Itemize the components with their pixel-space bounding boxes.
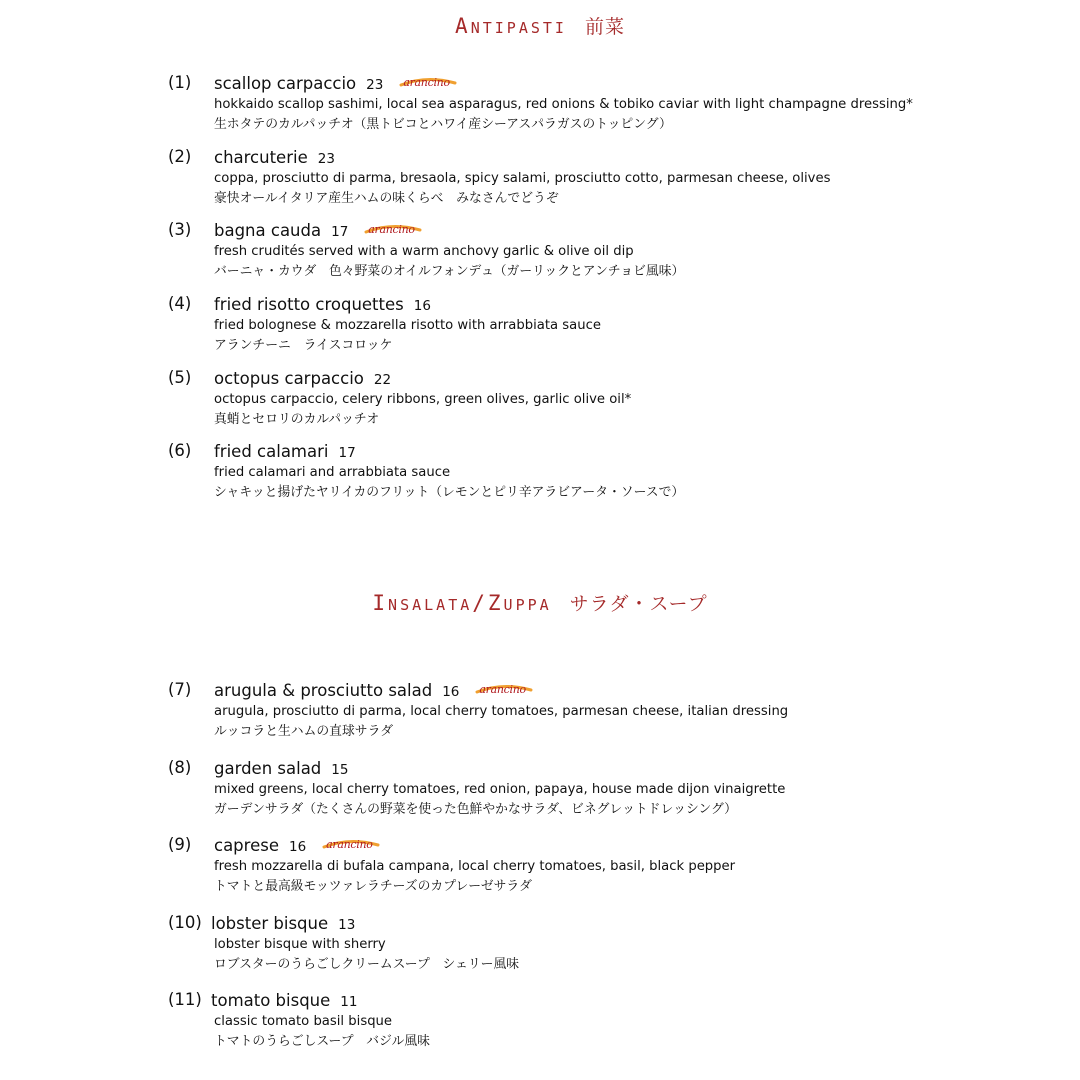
item-price: 23: [366, 77, 384, 93]
logo-text: arancino: [479, 682, 526, 696]
item-price: 15: [331, 762, 349, 778]
item-description: lobster bisque with sherry: [214, 937, 386, 952]
section-title-japanese: 前菜: [584, 16, 625, 38]
item-number: (2): [168, 147, 192, 166]
item-header: [214, 835, 1048, 857]
logo-text: arancino: [326, 837, 373, 851]
item-name: tomato bisque: [211, 991, 331, 1010]
arancino-logo-icon: [475, 679, 533, 697]
item-header: [214, 758, 1048, 780]
section-title-insalata-zuppa: [0, 589, 1080, 616]
item-name: octopus carpaccio: [214, 369, 364, 388]
menu-item: [168, 680, 1048, 742]
item-description-japanese: 豪快オールイタリア産生ハムの味くらべ みなさんでどうぞ: [214, 191, 559, 206]
item-description: coppa, prosciutto di parma, bresaola, spicy salami, prosciutto cotto, parmesan cheese, olives: [214, 171, 831, 186]
arancino-logo-icon: [364, 219, 422, 237]
item-price: 13: [338, 917, 356, 933]
item-price: 16: [288, 839, 307, 855]
item-description-japanese: バーニャ・カウダ 色々野菜のオイルフォンデュ（ガーリックとアンチョビ風味）: [214, 264, 685, 279]
section-title-latin: Insalata/Zuppa: [372, 591, 552, 615]
item-description: mixed greens, local cherry tomatoes, red onion, papaya, house made dijon vinaigrette: [214, 782, 786, 797]
item-number: (1): [168, 73, 192, 92]
menu-item: [168, 147, 1048, 209]
arancino-logo-icon: [399, 72, 457, 90]
item-number: (7): [168, 680, 192, 699]
item-description: fresh mozzarella di bufala campana, local cherry tomatoes, basil, black pepper: [214, 859, 736, 874]
item-number: (10): [168, 913, 202, 932]
item-description-japanese: ロブスターのうらごしクリームスープ シェリー風味: [214, 957, 520, 972]
item-header: [214, 368, 1048, 390]
item-price: 22: [373, 372, 392, 388]
menu-item: [168, 368, 1048, 430]
item-description-japanese: 生ホタテのカルパッチオ（黒トビコとハワイ産シーアスパラガスのトッピング）: [214, 117, 672, 132]
section-title-antipasti: [0, 12, 1080, 39]
menu-item: [168, 73, 1048, 135]
item-name: bagna cauda: [214, 221, 322, 240]
item-description-japanese: トマトと最高級モッツァレラチーズのカプレーゼサラダ: [214, 879, 532, 894]
item-number: (8): [168, 758, 192, 777]
item-price: 23: [317, 151, 335, 167]
item-description: arugula, prosciutto di parma, local cherry tomatoes, parmesan cheese, italian dressing: [214, 704, 789, 719]
item-description: fresh crudités served with a warm anchovy garlic & olive oil dip: [214, 244, 634, 259]
item-header: [211, 913, 1048, 935]
item-header: [214, 147, 1048, 169]
item-price: 16: [413, 298, 431, 314]
item-description: hokkaido scallop sashimi, local sea asparagus, red onions & tobiko caviar with light champagne dressing*: [214, 97, 913, 112]
item-price: 17: [331, 224, 349, 240]
item-name: lobster bisque: [211, 914, 329, 933]
logo-text: arancino: [403, 75, 450, 89]
item-header: [214, 294, 1048, 316]
arancino-logo-icon: [322, 834, 380, 852]
item-name: arugula & prosciutto salad: [214, 681, 433, 700]
item-header: [214, 441, 1048, 463]
menu-item: [168, 294, 1048, 356]
menu-item: [168, 990, 1048, 1052]
item-name: fried risotto croquettes: [214, 295, 404, 314]
item-number: (6): [168, 441, 192, 460]
item-header: [214, 680, 1048, 702]
item-description: fried bolognese & mozzarella risotto with arrabbiata sauce: [214, 318, 601, 333]
item-header: [214, 220, 1048, 242]
item-description: classic tomato basil bisque: [214, 1014, 393, 1029]
item-description-japanese: 真蛸とセロリのカルパッチオ: [214, 412, 380, 427]
item-price: 16: [442, 684, 460, 700]
item-description-japanese: トマトのうらごしスープ バジル風味: [214, 1034, 430, 1049]
menu-item: [168, 220, 1048, 282]
item-number: (9): [168, 835, 192, 854]
menu-item: [168, 758, 1048, 820]
menu-item: [168, 835, 1048, 897]
item-name: fried calamari: [214, 442, 329, 461]
section-title-japanese: サラダ・スープ: [569, 593, 708, 615]
item-name: scallop carpaccio: [214, 74, 357, 93]
item-name: garden salad: [214, 759, 322, 778]
logo-text: arancino: [368, 222, 415, 236]
item-number: (4): [168, 294, 192, 313]
item-name: charcuterie: [214, 148, 308, 167]
item-price: 11: [340, 994, 358, 1010]
menu-item: [168, 913, 1048, 975]
item-header: [214, 73, 1048, 95]
section-title-latin: Antipasti: [455, 14, 567, 38]
item-name: caprese: [214, 836, 279, 855]
item-number: (11): [168, 990, 202, 1009]
item-number: (5): [168, 368, 192, 387]
item-description-japanese: アランチーニ ライスコロッケ: [214, 338, 393, 353]
item-description: octopus carpaccio, celery ribbons, green olives, garlic olive oil*: [214, 392, 632, 407]
item-description-japanese: ガーデンサラダ（たくさんの野菜を使った色鮮やかなサラダ、ビネグレットドレッシング）: [214, 802, 737, 817]
item-description: fried calamari and arrabbiata sauce: [214, 465, 451, 480]
item-description-japanese: シャキッと揚げたヤリイカのフリット（レモンとピリ辛アラビアータ・ソースで）: [214, 485, 685, 500]
item-price: 17: [338, 445, 356, 461]
item-header: [211, 990, 1048, 1012]
item-number: (3): [168, 220, 192, 239]
menu-item: [168, 441, 1048, 503]
item-description-japanese: ルッコラと生ハムの直球サラダ: [214, 724, 394, 739]
